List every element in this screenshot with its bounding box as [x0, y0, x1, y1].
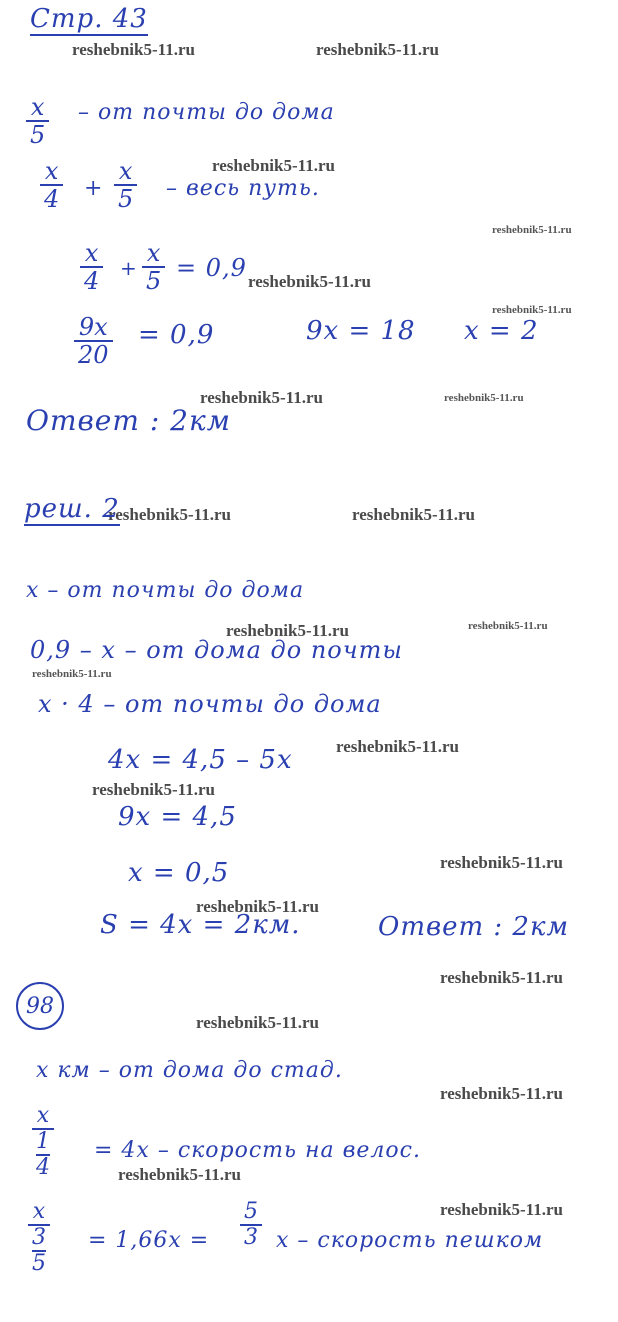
watermark: reshebnik5-11.ru: [468, 620, 548, 632]
answer-2: Ответ : 2км: [378, 912, 570, 942]
equation-rest: = 0,9: [176, 254, 247, 282]
watermark: reshebnik5-11.ru: [336, 737, 459, 756]
watermark: reshebnik5-11.ru: [200, 388, 323, 407]
watermark: reshebnik5-11.ru: [352, 505, 475, 524]
watermark: reshebnik5-11.ru: [212, 156, 335, 175]
fraction-x-over-4: [80, 240, 103, 295]
watermark: reshebnik5-11.ru: [248, 272, 371, 291]
solution1-line2-text: – весь путь.: [166, 176, 320, 201]
fraction-x-over-3-5: [28, 1200, 50, 1277]
inner-numerator: 1: [36, 1129, 50, 1155]
problem98-line3-mid: = 1,66x =: [88, 1228, 210, 1253]
plus-sign: +: [120, 256, 138, 280]
denominator: 5: [32, 1251, 46, 1277]
watermark: reshebnik5-11.ru: [118, 1165, 241, 1184]
watermark: reshebnik5-11.ru: [492, 224, 572, 236]
numerator: x: [84, 239, 99, 267]
watermark: reshebnik5-11.ru: [72, 40, 195, 59]
numerator: x: [146, 239, 161, 267]
watermark: reshebnik5-11.ru: [108, 505, 231, 524]
fraction-5-over-3: [240, 1200, 262, 1250]
problem-number: 98: [16, 982, 64, 1030]
solution2-line7: S = 4x = 2км.: [100, 910, 301, 940]
watermark: reshebnik5-11.ru: [440, 1084, 563, 1103]
fraction-x-over-5: [26, 94, 49, 149]
watermark: reshebnik5-11.ru: [32, 668, 112, 680]
watermark: reshebnik5-11.ru: [196, 897, 319, 916]
equation-x-2: x = 2: [464, 316, 539, 346]
equation-9x-18: 9x = 18: [306, 316, 416, 346]
watermark: reshebnik5-11.ru: [92, 780, 215, 799]
denominator: 20: [78, 341, 109, 370]
denominator: 5: [146, 267, 162, 296]
equation-eq: = 0,9: [138, 320, 215, 350]
numerator: x: [36, 1103, 50, 1128]
inner-numerator: 3: [32, 1225, 46, 1251]
fraction-9x-over-20: [74, 314, 113, 369]
numerator: 5: [244, 1199, 258, 1224]
solution2-line3: x · 4 – от почты до дома: [38, 690, 382, 718]
watermark: reshebnik5-11.ru: [440, 968, 563, 987]
solution2-line5: 9x = 4,5: [118, 802, 237, 832]
solution2-line4: 4x = 4,5 – 5x: [108, 745, 293, 775]
numerator: x: [44, 157, 59, 185]
page-reference: Стр. 43: [30, 4, 148, 34]
solution2-line1: x – от почты до дома: [26, 578, 305, 603]
numerator: x: [32, 1199, 46, 1224]
solution2-line2: 0,9 – x – от дома до почты: [30, 636, 403, 664]
numerator: x: [30, 93, 45, 121]
denominator: 5: [30, 121, 46, 150]
fraction-x-over-4: [40, 158, 63, 213]
watermark: reshebnik5-11.ru: [440, 853, 563, 872]
fraction-x-over-1-4: [32, 1104, 54, 1181]
denominator: 5: [118, 185, 134, 214]
solution1-line1-text: – от почты до дома: [78, 100, 335, 125]
problem98-line3-rest: x – скорость пешком: [276, 1228, 544, 1253]
plus-sign: +: [84, 176, 104, 201]
denominator: 4: [36, 1155, 50, 1181]
solution2-line6: x = 0,5: [128, 858, 230, 888]
answer-1: Ответ : 2км: [26, 404, 231, 437]
watermark: reshebnik5-11.ru: [226, 621, 349, 640]
watermark: reshebnik5-11.ru: [440, 1200, 563, 1219]
problem98-line2-rest: = 4x – скорость на велос.: [94, 1138, 421, 1163]
problem98-line1: x км – от дома до стад.: [36, 1058, 343, 1083]
watermark: reshebnik5-11.ru: [316, 40, 439, 59]
watermark: reshebnik5-11.ru: [196, 1013, 319, 1032]
numerator: 9x: [78, 313, 108, 341]
fraction-x-over-5: [142, 240, 165, 295]
watermark: reshebnik5-11.ru: [492, 304, 572, 316]
numerator: x: [118, 157, 133, 185]
denominator: 4: [44, 185, 60, 214]
denominator: 3: [244, 1225, 258, 1251]
solution2-label: реш. 2: [24, 494, 120, 524]
fraction-x-over-5: [114, 158, 137, 213]
watermark: reshebnik5-11.ru: [444, 392, 524, 404]
denominator: 4: [84, 267, 100, 296]
